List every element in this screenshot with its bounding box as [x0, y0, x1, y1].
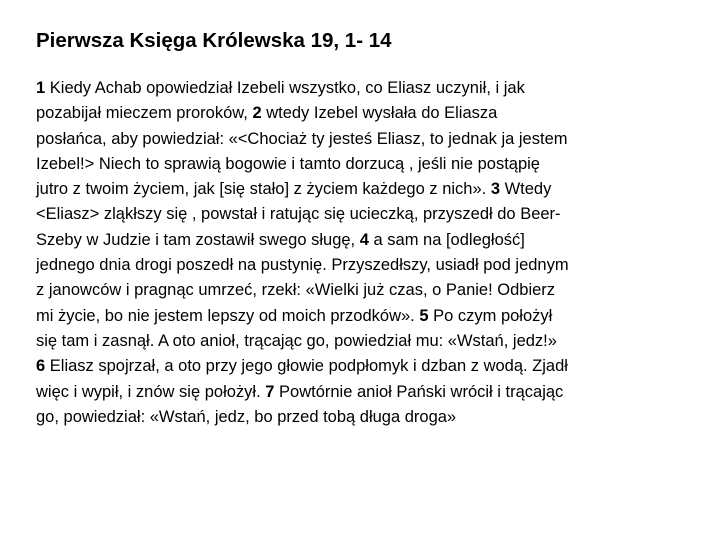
verse-text: posłańca, aby powiedział: «<Chociaż ty jesteś Eliasz, to jednak ja jestem	[36, 129, 568, 148]
verse-text: z janowców i pragnąc umrzeć, rzekł: «Wielki już czas, o Panie! Odbierz	[36, 281, 556, 300]
verse-number: 1	[36, 79, 46, 97]
verse-text: Wtedy	[500, 180, 552, 199]
passage-line	[36, 228, 688, 253]
passage-line	[36, 278, 688, 303]
verse-text: <Eliasz> zląkłszy się , powstał i ratując się ucieczką, przyszedł do Beer-	[36, 205, 561, 224]
passage-line	[36, 380, 688, 405]
verse-text: się tam i zasnął. A oto anioł, trącając go, powiedział mu: «Wstań, jedz!»	[36, 331, 557, 350]
verse-number: 7	[265, 382, 275, 401]
verse-text: Szeby w Judzie i tam zostawił swego sługę,	[36, 230, 360, 249]
slide-title: Pierwsza Księga Królewska 19, 1- 14	[36, 29, 392, 52]
slide	[36, 26, 688, 430]
passage-line	[36, 76, 688, 101]
passage-line	[36, 253, 688, 278]
verse-number: 5	[419, 306, 429, 325]
verse-text: więc i wypił, i znów się położył.	[36, 382, 266, 401]
verse-text: Eliasz spojrzał, a oto przy jego głowie podpłomyk i dzban z wodą. Zjadł	[45, 357, 568, 376]
verse-text: go, powiedział: «Wstań, jedz, bo przed tobą długa droga»	[36, 407, 457, 426]
passage-line	[36, 152, 688, 177]
passage-line	[36, 177, 688, 202]
scripture-passage	[36, 76, 688, 430]
verse-text: jutro z twoim życiem, jak [się stało] z życiem każdego z nich».	[36, 180, 491, 199]
verse-text: Powtórnie anioł Pański wrócił i trącając	[274, 382, 564, 401]
verse-text: wtedy Izebel wysłała do Eliasza	[261, 104, 498, 123]
verse-number: 2	[252, 104, 262, 123]
verse-text: mi życie, bo nie jestem lepszy od moich przodków».	[36, 306, 420, 325]
passage-line	[36, 304, 688, 329]
verse-number: 6	[36, 357, 46, 376]
passage-line	[36, 354, 688, 379]
verse-text: jednego dnia drogi poszedł na pustynię. Przyszedłszy, usiadł pod jednym	[36, 256, 569, 275]
passage-line	[36, 329, 688, 354]
verse-text: Po czym położył	[428, 306, 553, 325]
verse-number: 4	[359, 230, 369, 249]
passage-line	[36, 405, 688, 430]
passage-line	[36, 101, 688, 126]
verse-number: 3	[490, 180, 501, 199]
verse-text: a sam na [odległość]	[368, 230, 525, 249]
passage-line	[36, 127, 688, 152]
verse-text: Izebel!> Niech to sprawią bogowie i tamto dorzucą , jeśli nie postąpię	[36, 154, 540, 173]
verse-text: Kiedy Achab opowiedział Izebeli wszystko, co Eliasz uczynił, i jak	[45, 79, 525, 97]
passage-line	[36, 202, 688, 227]
verse-text: pozabijał mieczem proroków,	[36, 104, 253, 123]
